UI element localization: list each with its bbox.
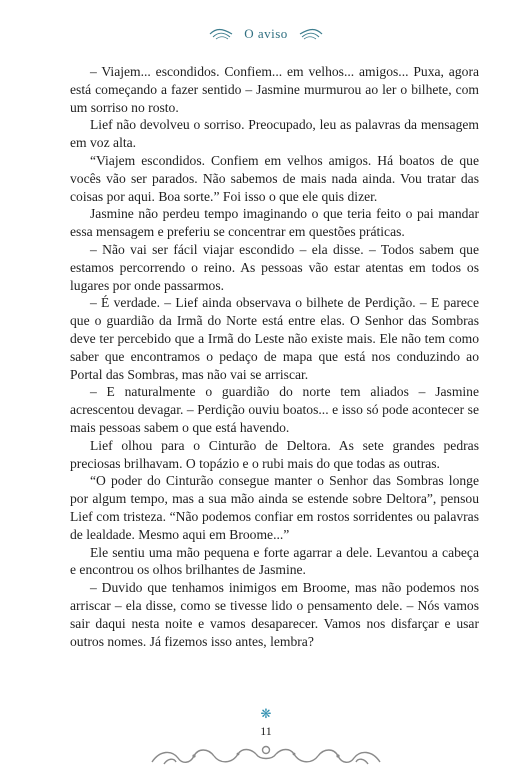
star-ornament-icon: ❋ — [260, 707, 272, 722]
leaf-swirl-icon — [208, 27, 234, 41]
ornamental-scroll-border-icon — [150, 742, 382, 767]
paragraph: – É verdade. – Lief ainda observava o bilhete de Perdição. – E parece que o guardião da Irmã do Norte está entre elas. O Senhor das Sombras deve ter percebido que a Irmã do Leste não existe mais. Ele não tem como saber que encontramos o pedaço de mapa que está nos conduzindo ao Portal das Sombras, mas não vai se arriscar. — [70, 295, 479, 382]
paragraph: “Viajem escondidos. Confiem em velhos amigos. Há boatos de que vocês vão ser parados. Não sabemos de mais nada ainda. Vou tratar das coisas por aqui. Boa sorte.” Foi isso o que ele quis dizer. — [70, 152, 479, 204]
paragraph: – Viajem... escondidos. Confiem... em velhos... amigos... Puxa, agora está começando a fazer sentido – Jasmine murmurou ao ler o bilhete, com um sorriso no rosto. — [70, 64, 479, 115]
paragraph: “O poder do Cinturão consegue manter o Senhor das Sombras longe por algum tempo, mas a sua mão ainda se estende sobre Deltora”, pensou Lief com tristeza. “Não podemos confiar em rostos sorridentes ou palavras de lealdade. Mesmo aqui em Broome...” — [70, 473, 479, 542]
paragraph: – Não vai ser fácil viajar escondido – ela disse. – Todos sabem que estamos percorrendo o reino. As pessoas vão estar atentas em todos os lugares por onde passarmos. — [70, 241, 479, 293]
chapter-title: O aviso — [244, 26, 288, 41]
paragraph: – Duvido que tenhamos inimigos em Broome, mas não podemos nos arriscar – ela disse, como se tivesse lido o pensamento dele. – Nós vamos sair daqui nesta noite e vamos desaparecer. Vamos nos disfarçar e usar outros nomes. Já fizemos isso antes, lembra? — [70, 580, 479, 649]
body-text — [70, 63, 479, 650]
paragraph: Ele sentiu uma mão pequena e forte agarrar a dele. Levantou a cabeça e encontrou os olhos brilhantes de Jasmine. — [70, 544, 479, 578]
leaf-swirl-icon — [298, 27, 324, 41]
paragraph: Lief olhou para o Cinturão de Deltora. As sete grandes pedras preciosas brilhavam. O topázio e o rubi mais do que todas as outras. — [70, 437, 479, 471]
paragraph: Lief não devolveu o sorriso. Preocupado, leu as palavras da mensagem em voz alta. — [70, 117, 479, 151]
running-header — [0, 26, 532, 42]
page-number: 11 — [260, 724, 272, 738]
paragraph: – E naturalmente o guardião do norte tem aliados – Jasmine acrescentou devagar. – Perdição ouviu boatos... e isso só pode acontecer se mais pessoas sabem o que está havendo. — [70, 384, 479, 435]
paragraph: Jasmine não perdeu tempo imaginando o que teria feito o pai mandar essa mensagem e preferiu se concentrar em questões práticas. — [70, 206, 479, 240]
